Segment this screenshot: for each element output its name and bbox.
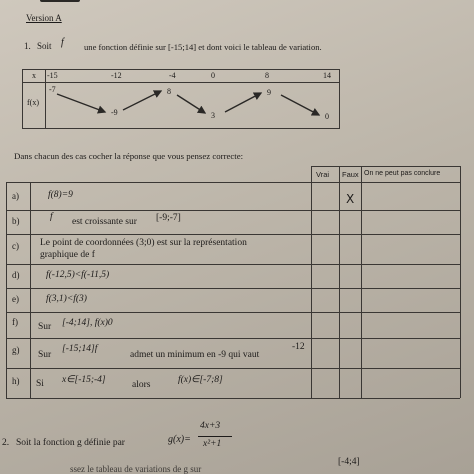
vt-x-value: -12 [111,71,122,80]
variation-arrows [23,70,339,128]
row-interval: [-15;14]f [62,344,98,354]
row-statement-cont: admet un minimum en -9 qui vaut [130,350,260,360]
vt-f-value: 3 [211,111,215,120]
q2-bottom-interval: [-4;4] [338,457,360,467]
version-label: Version A [26,13,62,23]
q1-intro-b: une fonction définie sur [-15;14] et dont voici le tableau de variation. [84,42,322,52]
vt-f-value: 8 [167,87,171,96]
column-header-vrai: Vrai [316,170,330,179]
row-statement: Sur [38,322,52,332]
row-letter: g) [12,345,20,355]
vt-f-value: 9 [267,88,271,97]
increase-arrow [225,93,261,112]
q2-formula-left: g(x)= [168,434,191,445]
row-statement: Le point de coordonnées (3;0) est sur la représentation [40,238,247,248]
row-statement: Si [36,379,44,389]
vt-x-value: -15 [47,71,58,80]
row-statement: f(8)=9 [48,190,73,200]
q2-numerator: 4x+3 [200,421,221,431]
row-letter: d) [12,270,20,280]
row-statement: f(-12,5)<f(-11,5) [46,270,110,280]
row-minimum-value: -12 [292,342,305,352]
row-statement: Sur [38,350,52,360]
row-letter: e) [12,294,19,304]
faux-check-mark[interactable]: X [346,192,355,206]
q2-fraction-bar [198,436,232,437]
row-conclusion: f(x)∈[-7;8] [178,375,223,385]
variation-table [22,69,340,129]
column-header-other: On ne peut pas conclure [364,170,441,177]
page-edge-heading [40,0,80,2]
row-letter: a) [12,191,19,201]
row-letter: h) [12,376,20,386]
q2-number: 2. [2,438,10,448]
q2-denominator: x²+1 [203,439,222,449]
row-statement: est croissante sur [72,217,137,227]
q2-text: Soit la fonction g définie par [16,438,125,448]
q1-intro-a: Soit [37,41,52,51]
q1-f-symbol: f [61,37,64,48]
row-interval: [-9;-7] [156,213,181,223]
decrease-arrow [57,94,105,112]
row-condition: [-4;14], f(x)0 [62,318,113,328]
vt-x-value: 8 [265,71,269,80]
row-condition: x∈[-15;-4] [62,375,106,385]
column-header-faux: Faux [342,170,359,179]
row-letter: b) [12,216,20,226]
vt-f-value: -7 [49,85,56,94]
row-statement: f(3,1)<f(3) [46,294,87,304]
vt-x-label: x [32,71,36,80]
row-letter: f) [12,317,18,327]
increase-arrow [123,91,161,110]
q1-number: 1. [24,41,31,51]
instruction-text: Dans chacun des cas cocher la réponse que vous pensez correcte: [14,151,244,161]
vt-fx-label: f(x) [27,98,39,107]
row-statement-line2: graphique de f [40,250,95,260]
answer-table [6,166,460,412]
answer-cell-vrai[interactable] [312,183,338,209]
row-letter: c) [12,241,19,251]
decrease-arrow [281,95,319,115]
vt-x-value: -4 [169,71,176,80]
vt-f-value: -9 [111,108,118,117]
q2-bottom-text: ssez le tableau de variations de g sur [70,464,202,474]
row-statement-cont: alors [132,380,151,390]
vt-f-value: 0 [325,112,329,121]
row-statement-f: f [50,212,53,222]
vt-x-value: 0 [211,71,215,80]
vt-x-value: 14 [323,71,331,80]
decrease-arrow [177,95,205,113]
answer-cell-other[interactable] [362,183,459,209]
